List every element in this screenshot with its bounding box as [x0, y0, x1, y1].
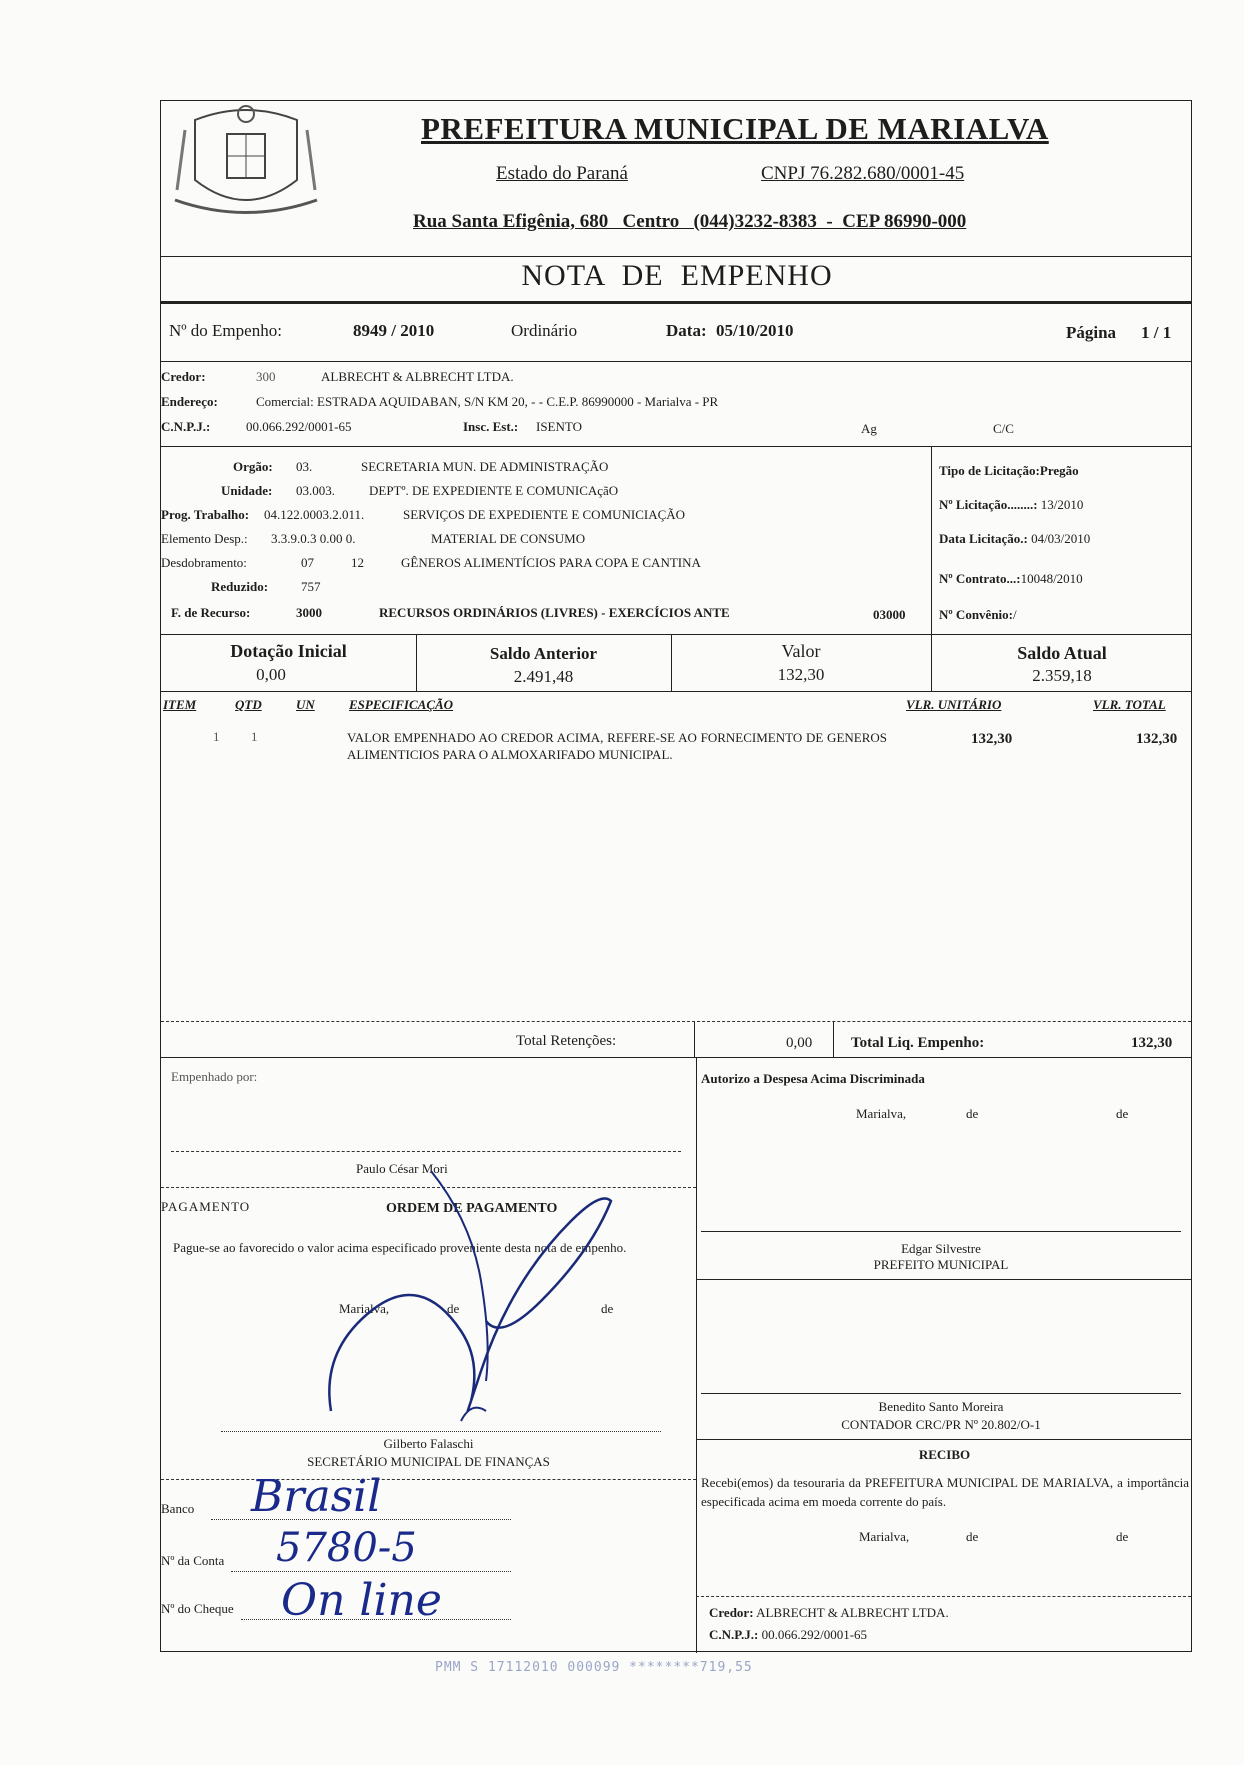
address-label: Endereço:	[161, 394, 218, 409]
orgao-name: SECRETARIA MUN. DE ADMINISTRAÇÃO	[361, 459, 609, 474]
insc-value: ISENTO	[536, 419, 582, 434]
pagamento-label: PAGAMENTO	[161, 1199, 251, 1214]
payment-stamp: PMM S 17112010 000099 ********719,55	[435, 1660, 753, 1675]
liquido-label: Total Liq. Empenho:	[851, 1035, 985, 1051]
empenhado-label: Empenhado por:	[171, 1069, 258, 1084]
document-title: NOTA DE EMPENHO	[521, 259, 833, 292]
prog-label: Prog. Trabalho:	[161, 507, 250, 522]
elemento-code: 3.3.9.0.3 0.00 0.	[271, 531, 356, 546]
item-unit: 132,30	[971, 731, 1013, 747]
handwritten-conta: 5780-5	[276, 1525, 417, 1571]
autorizo-label: Autorizo a Despesa Acima Discriminada	[701, 1071, 925, 1086]
credor-code: 300	[256, 369, 276, 384]
conta-label: Nº da Conta	[161, 1553, 225, 1568]
credor-label: Credor:	[161, 369, 206, 384]
reduzido-label: Reduzido:	[211, 579, 269, 594]
unidade-name: DEPTº. DE EXPEDIENTE E COMUNICAçãO	[369, 483, 619, 498]
header-address: Rua Santa Efigênia, 680 Centro (044)3232-8383 - CEP 86990-000	[413, 211, 967, 232]
contador-role: CONTADOR CRC/PR Nº 20.802/O-1	[841, 1417, 1041, 1432]
prefeito-name: Edgar Silvestre	[901, 1241, 981, 1256]
contrato: 10048/2010	[1020, 571, 1083, 586]
retencoes-value: 0,00	[786, 1035, 813, 1051]
elemento-name: MATERIAL DE CONSUMO	[431, 531, 586, 546]
header-cnpj: CNPJ 76.282.680/0001-45	[761, 163, 965, 184]
pagamento-place: Marialva,	[339, 1301, 390, 1316]
cheque-label: Nº do Cheque	[161, 1601, 234, 1616]
recibo-de-2: de	[1116, 1529, 1129, 1544]
reduzido-value: 757	[301, 579, 321, 594]
cc-label: C/C	[993, 421, 1014, 436]
item-qtd: 1	[251, 729, 258, 744]
num-licitacao-label: Nº Licitação........:	[939, 497, 1038, 512]
ag-label: Ag	[861, 421, 877, 436]
fonte-num: 03000	[873, 607, 906, 622]
dotacao-value: 0,00	[256, 665, 286, 684]
retencoes-label: Total Retenções:	[516, 1033, 617, 1049]
pagamento-de-2: de	[601, 1301, 614, 1316]
unidade-code: 03.003.	[296, 483, 335, 498]
desdob-code: 07	[301, 555, 314, 570]
prefeitura-title: PREFEITURA MUNICIPAL DE MARIALVA	[421, 111, 1049, 146]
contador-name: Benedito Santo Moreira	[878, 1399, 1004, 1414]
liquido-value: 132,30	[1131, 1035, 1173, 1051]
prefeito-role: PREFEITO MUNICIPAL	[873, 1257, 1009, 1272]
tipo-licitacao-label: Tipo de Licitação:	[939, 463, 1040, 478]
tipo-licitacao: Pregão	[1039, 463, 1079, 478]
cnpj-label: C.N.P.J.:	[161, 419, 211, 434]
credor-address: Comercial: ESTRADA AQUIDABAN, S/N KM 20, - - C.E.P. 86990000 - Marialva - PR	[256, 394, 719, 409]
contrato-label: Nº Contrato...:	[939, 571, 1021, 586]
col-qtd: QTD	[235, 697, 262, 712]
page-number: 1 / 1	[1141, 323, 1172, 342]
empenho-num-label: Nº do Empenho:	[169, 321, 282, 340]
rec-cnpj-label: C.N.P.J.:	[709, 1627, 759, 1642]
data-licitacao-label: Data Licitação.:	[939, 531, 1028, 546]
desdob-name: GÊNEROS ALIMENTÍCIOS PARA COPA E CANTINA	[401, 555, 701, 570]
banco-label: Banco	[161, 1501, 195, 1516]
recibo-text: Recebi(emos) da tesouraria da PREFEITURA MUNICIPAL DE MARIALVA, a importância especificada acima em moeda corrente do país.	[701, 1475, 1189, 1509]
unidade-label: Unidade:	[221, 483, 273, 498]
prog-code: 04.122.0003.2.011.	[264, 507, 365, 522]
rec-credor-label: Credor:	[709, 1605, 754, 1620]
recibo-label: RECIBO	[918, 1447, 971, 1462]
secretario-name: Gilberto Falaschi	[383, 1436, 474, 1451]
pagamento-de-1: de	[447, 1301, 460, 1316]
saldo-anterior-value: 2.491,48	[513, 667, 574, 686]
handwritten-cheque: On line	[281, 1575, 442, 1626]
desdob-sub: 12	[351, 555, 364, 570]
ordem-pagamento-label: ORDEM DE PAGAMENTO	[386, 1201, 558, 1216]
autorizo-place: Marialva,	[856, 1106, 907, 1121]
recibo-de-1: de	[966, 1529, 979, 1544]
empenho-type: Ordinário	[511, 321, 578, 340]
fonte-name: RECURSOS ORDINÁRIOS (LIVRES) - EXERCÍCIOS ANTE	[379, 605, 730, 620]
rec-cnpj: 00.066.292/0001-65	[761, 1627, 868, 1642]
col-especificacao: ESPECIFICAÇÃO	[349, 697, 454, 712]
handwritten-banco: Brasil	[251, 1471, 382, 1522]
empenho-num: 8949 / 2010	[353, 321, 435, 340]
rec-credor: ALBRECHT & ALBRECHT LTDA.	[756, 1605, 949, 1620]
item-number: 1	[213, 729, 220, 744]
saldo-anterior-label: Saldo Anterior	[489, 644, 598, 663]
state-name: Estado do Paraná	[496, 163, 628, 184]
empenho-date-label: Data:	[666, 321, 707, 340]
prog-name: SERVIÇOS DE EXPEDIENTE E COMUNICIAÇÃO	[403, 507, 686, 522]
orgao-code: 03.	[296, 459, 313, 474]
desdob-label: Desdobramento:	[161, 555, 247, 570]
pague-text: Pague-se ao favorecido o valor acima especificado proveniente desta nota de empenho.	[173, 1240, 627, 1255]
col-vlr-total: VLR. TOTAL	[1093, 697, 1166, 712]
convenio-label: Nº Convênio:	[939, 607, 1013, 622]
convenio: /	[1013, 607, 1017, 622]
orgao-label: Orgão:	[233, 459, 273, 474]
col-un: UN	[296, 697, 315, 712]
empenhado-name: Paulo César Mori	[356, 1161, 448, 1176]
insc-label: Insc. Est.:	[463, 419, 519, 434]
item-total: 132,30	[1136, 731, 1178, 747]
saldo-atual-label: Saldo Atual	[1017, 643, 1107, 663]
autorizo-de-2: de	[1116, 1106, 1129, 1121]
credor-name: ALBRECHT & ALBRECHT LTDA.	[321, 369, 514, 384]
autorizo-de-1: de	[966, 1106, 979, 1121]
nota-empenho-form	[160, 100, 1192, 1652]
elemento-label: Elemento Desp.:	[161, 531, 248, 546]
col-vlr-unitario: VLR. UNITÁRIO	[906, 697, 1002, 712]
item-spec: VALOR EMPENHADO AO CREDOR ACIMA, REFERE-SE AO FORNECIMENTO DE GENEROS ALIMENTICIOS PARA O ALMOXARIFADO MUNICIPAL.	[347, 730, 887, 762]
handwritten-signature	[311, 1161, 631, 1441]
num-licitacao: 13/2010	[1040, 497, 1084, 512]
page-label: Página	[1066, 323, 1117, 342]
credor-cnpj: 00.066.292/0001-65	[246, 419, 352, 434]
valor-value: 132,30	[777, 665, 825, 684]
recibo-place: Marialva,	[859, 1529, 910, 1544]
dotacao-label: Dotação Inicial	[230, 641, 347, 661]
saldo-atual-value: 2.359,18	[1032, 666, 1092, 685]
fonte-code: 3000	[296, 605, 322, 620]
secretario-role: SECRETÁRIO MUNICIPAL DE FINANÇAS	[307, 1454, 550, 1469]
data-licitacao: 04/03/2010	[1031, 531, 1091, 546]
empenho-date: 05/10/2010	[716, 321, 794, 340]
valor-label: Valor	[781, 641, 821, 661]
fonte-label: F. de Recurso:	[171, 605, 251, 620]
col-item: ITEM	[163, 697, 197, 712]
